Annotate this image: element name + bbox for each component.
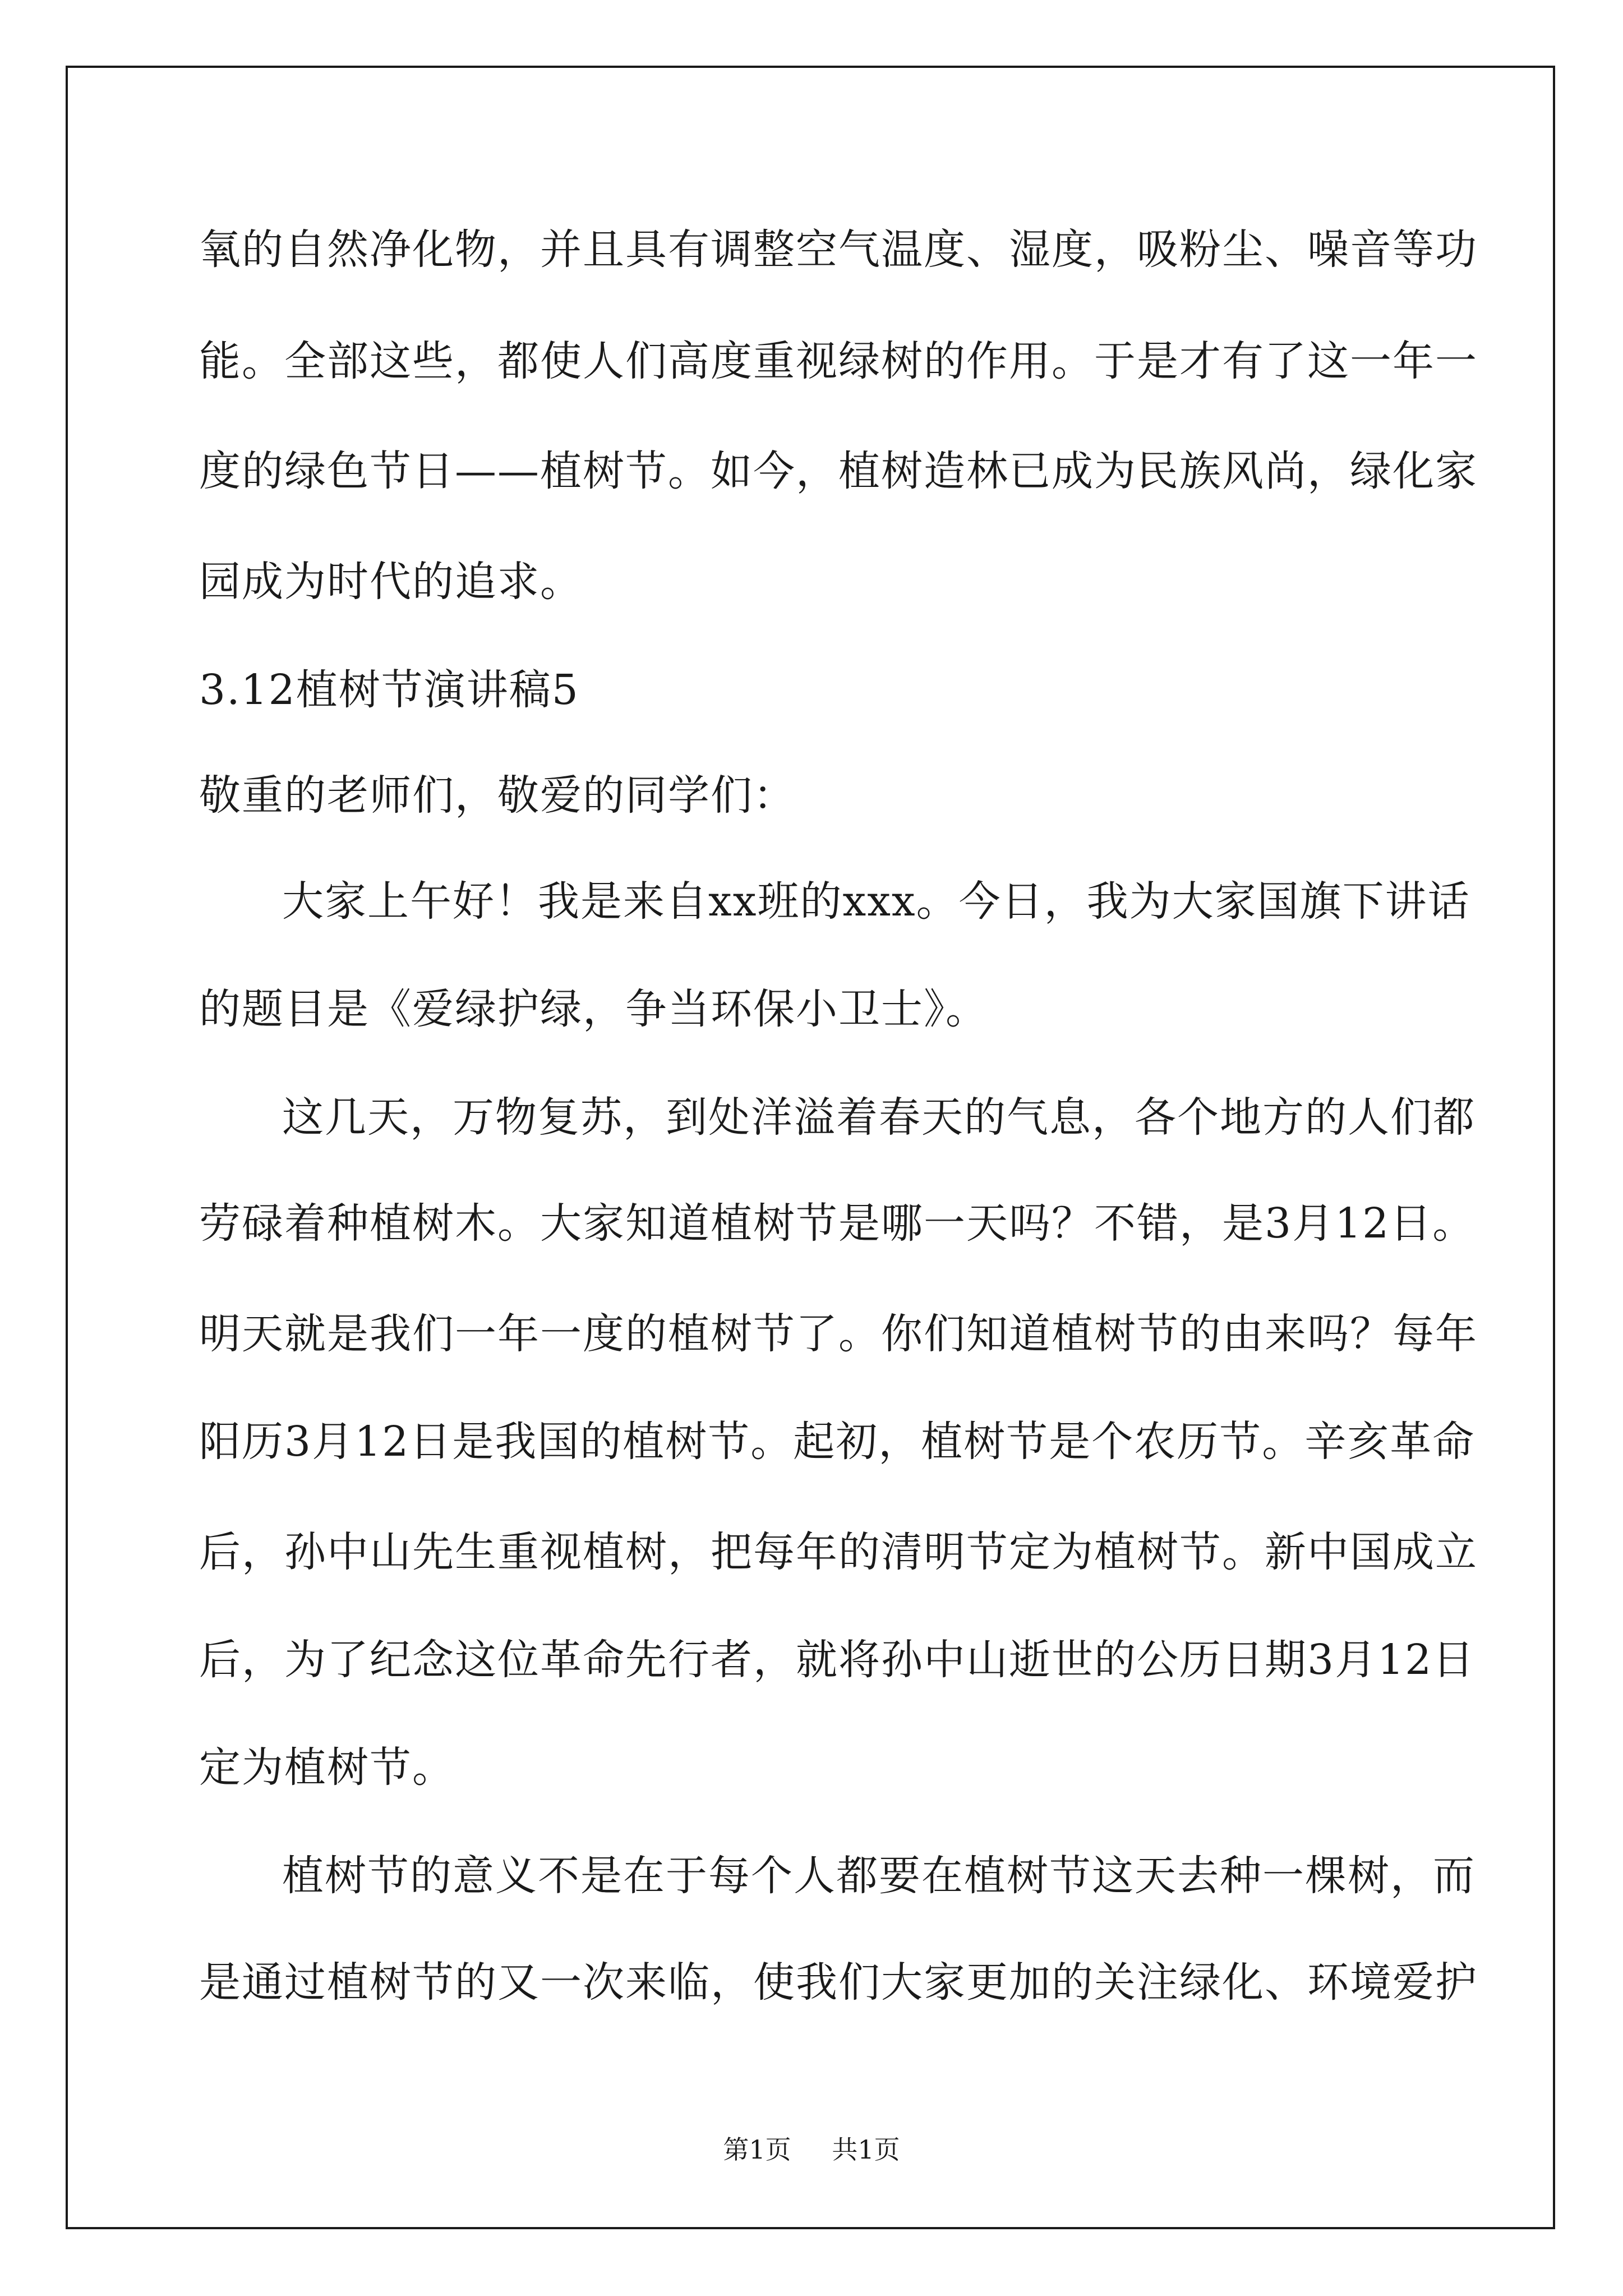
text-line: 明天就是我们一年一度的植树节了。你们知道植树节的由来吗？每年: [199, 1310, 1478, 1358]
text-line: 的题目是《爱绿护绿，争当环保小卫士》。: [199, 985, 988, 1033]
salutation: 敬重的老师们，敬爱的同学们：: [199, 771, 796, 820]
page-total: 共1页: [832, 2134, 900, 2165]
text-line: 阳历3月12日是我国的植树节。起初，植树节是个农历节。辛亥革命: [199, 1418, 1476, 1466]
text-line: 是通过植树节的又一次来临，使我们大家更加的关注绿化、环境爱护: [199, 1958, 1478, 2007]
text-line: 后，孙中山先生重视植树，把每年的清明节定为植树节。新中国成立: [199, 1528, 1478, 1576]
text-line: 劳碌着种植树木。大家知道植树节是哪一天吗？不错，是3月12日。: [199, 1199, 1476, 1248]
text-line: 园成为时代的追求。: [199, 558, 583, 606]
page-number: 第1页: [723, 2134, 791, 2165]
text-line: 氧的自然净化物，并且具有调整空气温度、湿度，吸粉尘、噪音等功: [199, 226, 1478, 274]
text-line: 植树节的意义不是在于每个人都要在植树节这天去种一棵树，而: [282, 1852, 1476, 1900]
page-footer: [0, 2134, 1623, 2165]
section-heading: 3.12植树节演讲稿5: [199, 666, 579, 714]
page-border: [66, 66, 1555, 2229]
text-line: 这几天，万物复苏，到处洋溢着春天的气息，各个地方的人们都: [282, 1093, 1476, 1142]
text-line: 大家上午好！我是来自xx班的xxx。今日，我为大家国旗下讲话: [282, 877, 1470, 926]
text-line: 定为植树节。: [199, 1743, 455, 1792]
text-line: 能。全部这些，都使人们高度重视绿树的作用。于是才有了这一年一: [199, 337, 1478, 385]
text-line: 度的绿色节日——植树节。如今，植树造林已成为民族风尚，绿化家: [199, 447, 1478, 495]
text-line: 后，为了纪念这位革命先行者，就将孙中山逝世的公历日期3月12日: [199, 1636, 1476, 1684]
